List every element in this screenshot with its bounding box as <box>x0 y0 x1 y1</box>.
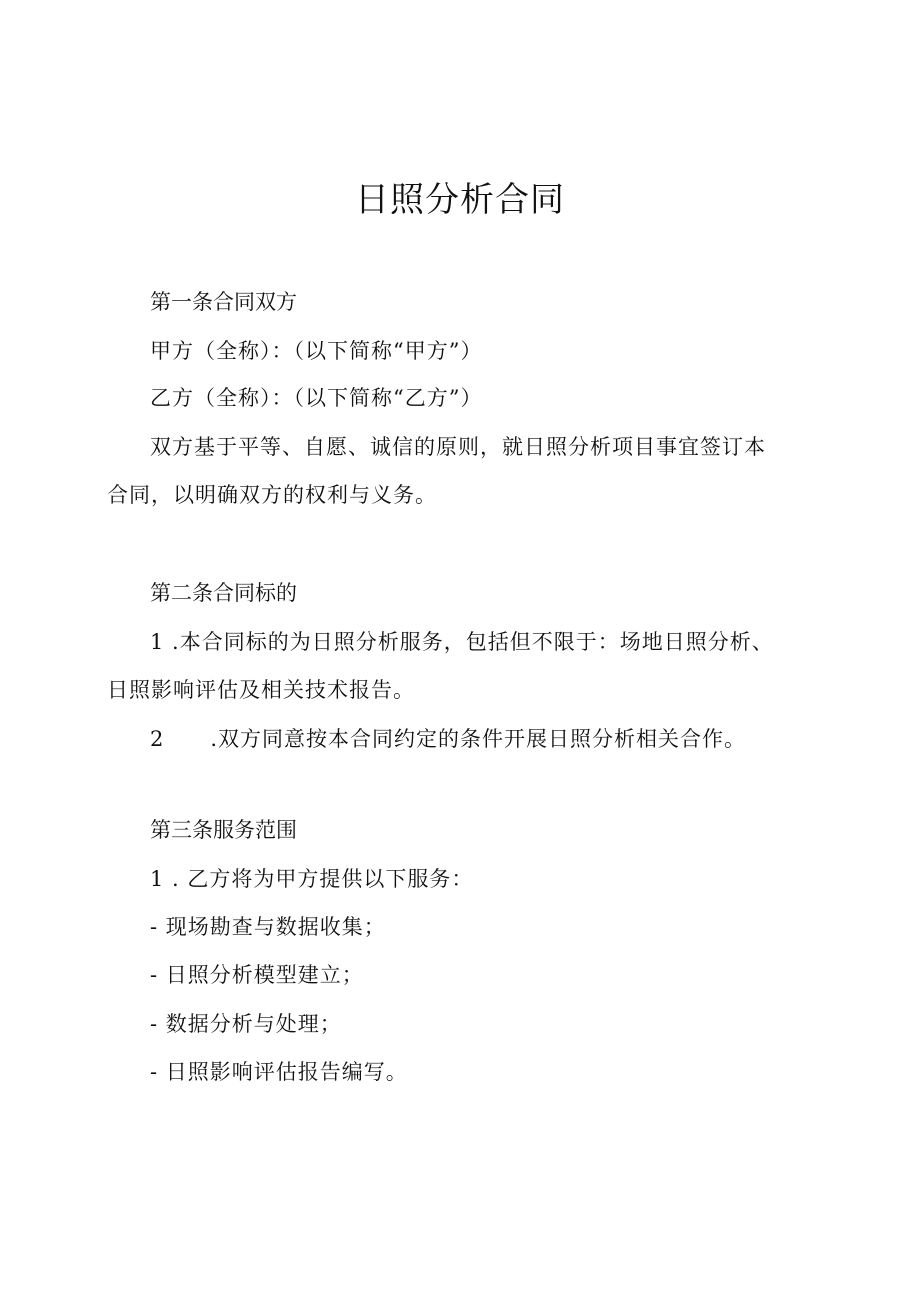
paragraph-line: 日照影响评估及相关技术报告。 <box>107 678 415 702</box>
section-heading: 第二条合同标的 <box>150 581 297 605</box>
list-item: - 日照影响评估报告编写。 <box>150 1060 408 1084</box>
section-heading: 第一条合同双方 <box>150 290 297 314</box>
clause-item <box>150 724 746 754</box>
clause-text: .双方同意按本合同约定的条件开展日照分析相关合作。 <box>210 727 747 751</box>
clause-item: 1 . 乙方将为甲方提供以下服务： <box>150 867 474 891</box>
party-a-line: 甲方（全称）：（以下简称“甲方”） <box>150 339 483 363</box>
party-b-line: 乙方（全称）：（以下简称“乙方”） <box>150 386 483 410</box>
clause-item: 1 .本合同标的为日照分析服务，包括但不限于：场地日照分析、 <box>150 630 774 654</box>
list-item: - 日照分析模型建立； <box>150 963 364 987</box>
clause-number: 2 <box>150 727 165 751</box>
document-title: 日照分析合同 <box>355 180 565 220</box>
paragraph-line: 双方基于平等、自愿、诚信的原则，就日照分析项目事宜签订本 <box>150 435 766 459</box>
section-heading: 第三条服务范围 <box>150 818 297 842</box>
paragraph-line: 合同，以明确双方的权利与义务。 <box>107 483 437 507</box>
list-item: - 数据分析与处理； <box>150 1012 342 1036</box>
list-item: - 现场勘查与数据收集； <box>150 915 386 939</box>
